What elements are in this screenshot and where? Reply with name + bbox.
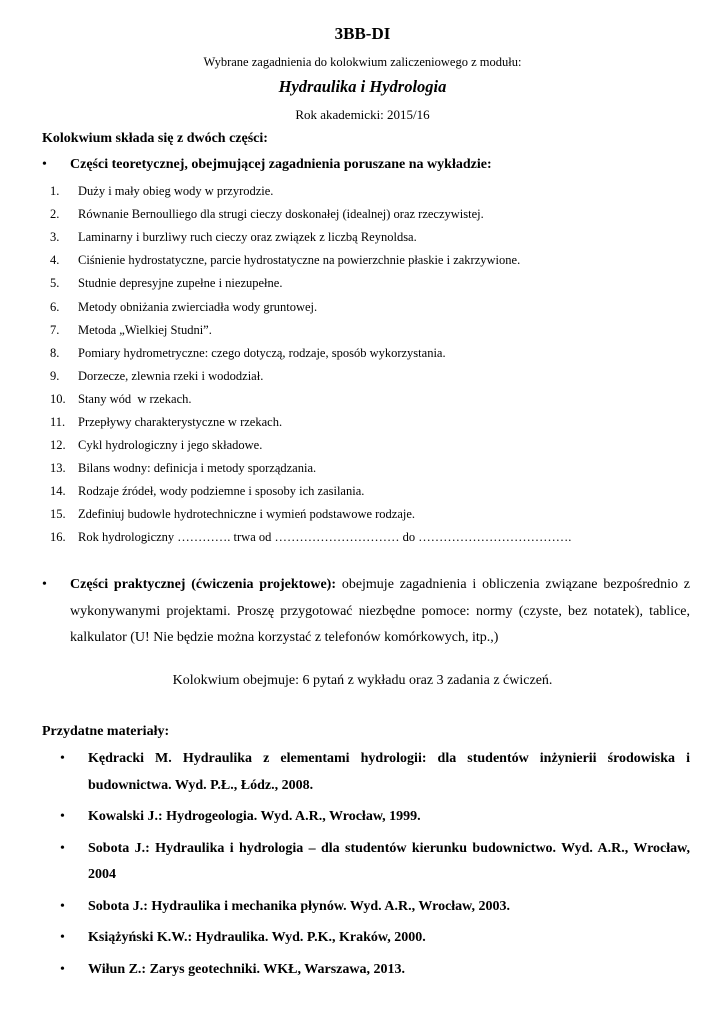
list-item: 9. Dorzecze, zlewnia rzeki i wododział.: [50, 368, 264, 383]
materials-list: [60, 746, 690, 988]
list-item: 13. Bilans wodny: definicja i metody sporządzania.: [50, 461, 317, 476]
theory-heading: Części teoretycznej, obejmującej zagadnienia poruszane na wykładzie:: [70, 157, 492, 172]
list-item: 10. Stany wód w rzekach.: [50, 391, 192, 406]
list-item: 12. Cykl hydrologiczny i jego składowe.: [50, 438, 263, 453]
list-item: 5. Studnie depresyjne zupełne i niezupełne.: [50, 276, 283, 291]
list-item: 15. Zdefiniuj budowle hydrotechniczne i wymień podstawowe rodzaje.: [50, 507, 416, 522]
practice-heading: Części praktycznej (ćwiczenia projektowe):: [70, 577, 336, 592]
parts-heading: Kolokwium składa się z dwóch części:: [42, 131, 268, 146]
bullet-icon: •: [42, 577, 47, 592]
document-subtitle: Wybrane zagadnienia do kolokwium zaliczeniowego z modułu:: [203, 55, 522, 69]
document-code: 3BB-DI: [334, 24, 391, 43]
theory-topic-list: [50, 180, 571, 550]
bullet-icon: •: [60, 840, 65, 856]
list-item: • Kędracki M. Hydraulika z elementami hydrologii: dla studentów inżynierii środowiska i budownictwa. Wyd. P.Ł., Łódz., 2008.: [60, 746, 690, 799]
bullet-icon: •: [42, 157, 47, 172]
bullet-icon: •: [60, 809, 65, 824]
academic-year: Rok akademicki: 2015/16: [295, 107, 430, 122]
bullet-icon: •: [60, 751, 65, 766]
bullet-icon: •: [60, 961, 65, 977]
list-item: 16. Rok hydrologiczny …………. trwa od ………………………… do ……………………………….: [50, 530, 572, 545]
list-item: 14. Rodzaje źródeł, wody podziemne i sposoby ich zasilania.: [50, 484, 365, 499]
materials-heading: Przydatne materiały:: [42, 724, 170, 739]
exam-summary: Kolokwium obejmuje: 6 pytań z wykładu oraz 3 zadania z ćwiczeń.: [172, 673, 553, 688]
list-item: • Sobota J.: Hydraulika i mechanika płynów. Wyd. A.R., Wrocław, 2003.: [60, 894, 690, 921]
bullet-icon: •: [60, 898, 65, 914]
bullet-icon: •: [60, 930, 65, 945]
list-item: • Książyński K.W.: Hydraulika. Wyd. P.K., Kraków, 2000.: [60, 925, 690, 952]
list-item: 6. Metody obniżania zwierciadła wody gruntowej.: [50, 299, 318, 314]
list-item: 11. Przepływy charakterystyczne w rzekach.: [50, 414, 283, 429]
practice-text: obejmuje zagadnienia i obliczenia związane bezpośrednio z wykonywanymi projektami. Proszę przygotować niezbędne pomoce: normy (czyste, bez notatek), tablice, kalkulator (U! Nie będzie można korzystać z telefonów komórkowych, itp.,): [70, 577, 690, 645]
list-item: 8. Pomiary hydrometryczne: czego dotyczą, rodzaje, sposób wykorzystania.: [50, 345, 446, 360]
list-item: 4. Ciśnienie hydrostatyczne, parcie hydrostatyczne na powierzchnie płaskie i zakrzywione.: [50, 253, 521, 268]
practice-paragraph: [70, 572, 690, 652]
list-item: • Sobota J.: Hydraulika i hydrologia – dla studentów kierunku budownictwo. Wyd. A.R., Wrocław, 2004: [60, 836, 690, 889]
list-item: 2. Równanie Bernoulliego dla strugi cieczy doskonałej (idealnej) oraz rzeczywistej.: [50, 207, 484, 222]
list-item: 7. Metoda „Wielkiej Studni”.: [50, 322, 212, 337]
list-item: • Kowalski J.: Hydrogeologia. Wyd. A.R., Wrocław, 1999.: [60, 804, 690, 831]
list-item: • Wiłun Z.: Zarys geotechniki. WKŁ, Warszawa, 2013.: [60, 957, 690, 984]
module-title: Hydraulika i Hydrologia: [278, 77, 447, 96]
list-item: 3. Laminarny i burzliwy ruch cieczy oraz związek z liczbą Reynoldsa.: [50, 230, 417, 245]
list-item: 1. Duży i mały obieg wody w przyrodzie.: [50, 184, 274, 199]
